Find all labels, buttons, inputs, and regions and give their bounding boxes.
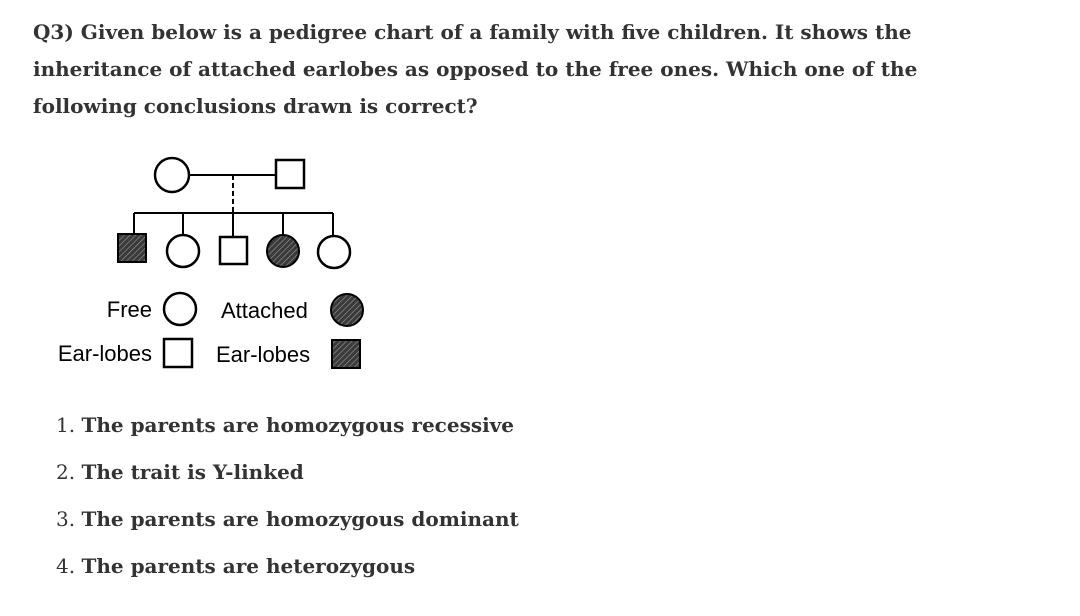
question-text: Q3) Given below is a pedigree chart of a family with five children. It shows the inheritance of attached earlobes as opposed to the free ones. Which one of the following conclusions drawn is correct? <box>33 20 918 118</box>
option-number: 4. <box>56 554 76 578</box>
legend-free-label: Free <box>106 297 152 322</box>
legend-free-circle-icon <box>164 293 196 325</box>
legend-attached-circle-icon <box>331 294 363 326</box>
legend-attached-square-icon <box>332 340 360 368</box>
child-daughter-free-earlobes <box>167 235 199 267</box>
mother-free-earlobes <box>155 158 189 192</box>
child-son-attached-earlobes <box>118 234 146 262</box>
option-4[interactable] <box>56 543 519 590</box>
option-text: The parents are heterozygous <box>81 554 416 578</box>
legend-attached-label: Attached <box>221 298 308 323</box>
option-1[interactable] <box>56 402 519 449</box>
child-daughter-attached-earlobes <box>267 235 299 267</box>
legend-earlobes-left-label: Ear-lobes <box>57 341 152 366</box>
child-daughter-free-earlobes-2 <box>318 236 350 268</box>
answer-options <box>56 402 519 590</box>
child-son-free-earlobes <box>220 237 247 264</box>
option-2[interactable] <box>56 449 519 496</box>
option-text: The parents are homozygous dominant <box>81 507 519 531</box>
father-free-earlobes <box>276 160 304 188</box>
legend-free-square-icon <box>164 339 192 367</box>
option-text: The parents are homozygous recessive <box>81 413 515 437</box>
option-3[interactable] <box>56 496 519 543</box>
option-number: 1. <box>56 413 76 437</box>
pedigree-figure <box>30 148 410 378</box>
option-number: 2. <box>56 460 76 484</box>
option-number: 3. <box>56 507 76 531</box>
pedigree-chart <box>30 148 410 378</box>
legend-earlobes-right-label: Ear-lobes <box>216 342 311 367</box>
option-text: The trait is Y-linked <box>81 460 304 484</box>
